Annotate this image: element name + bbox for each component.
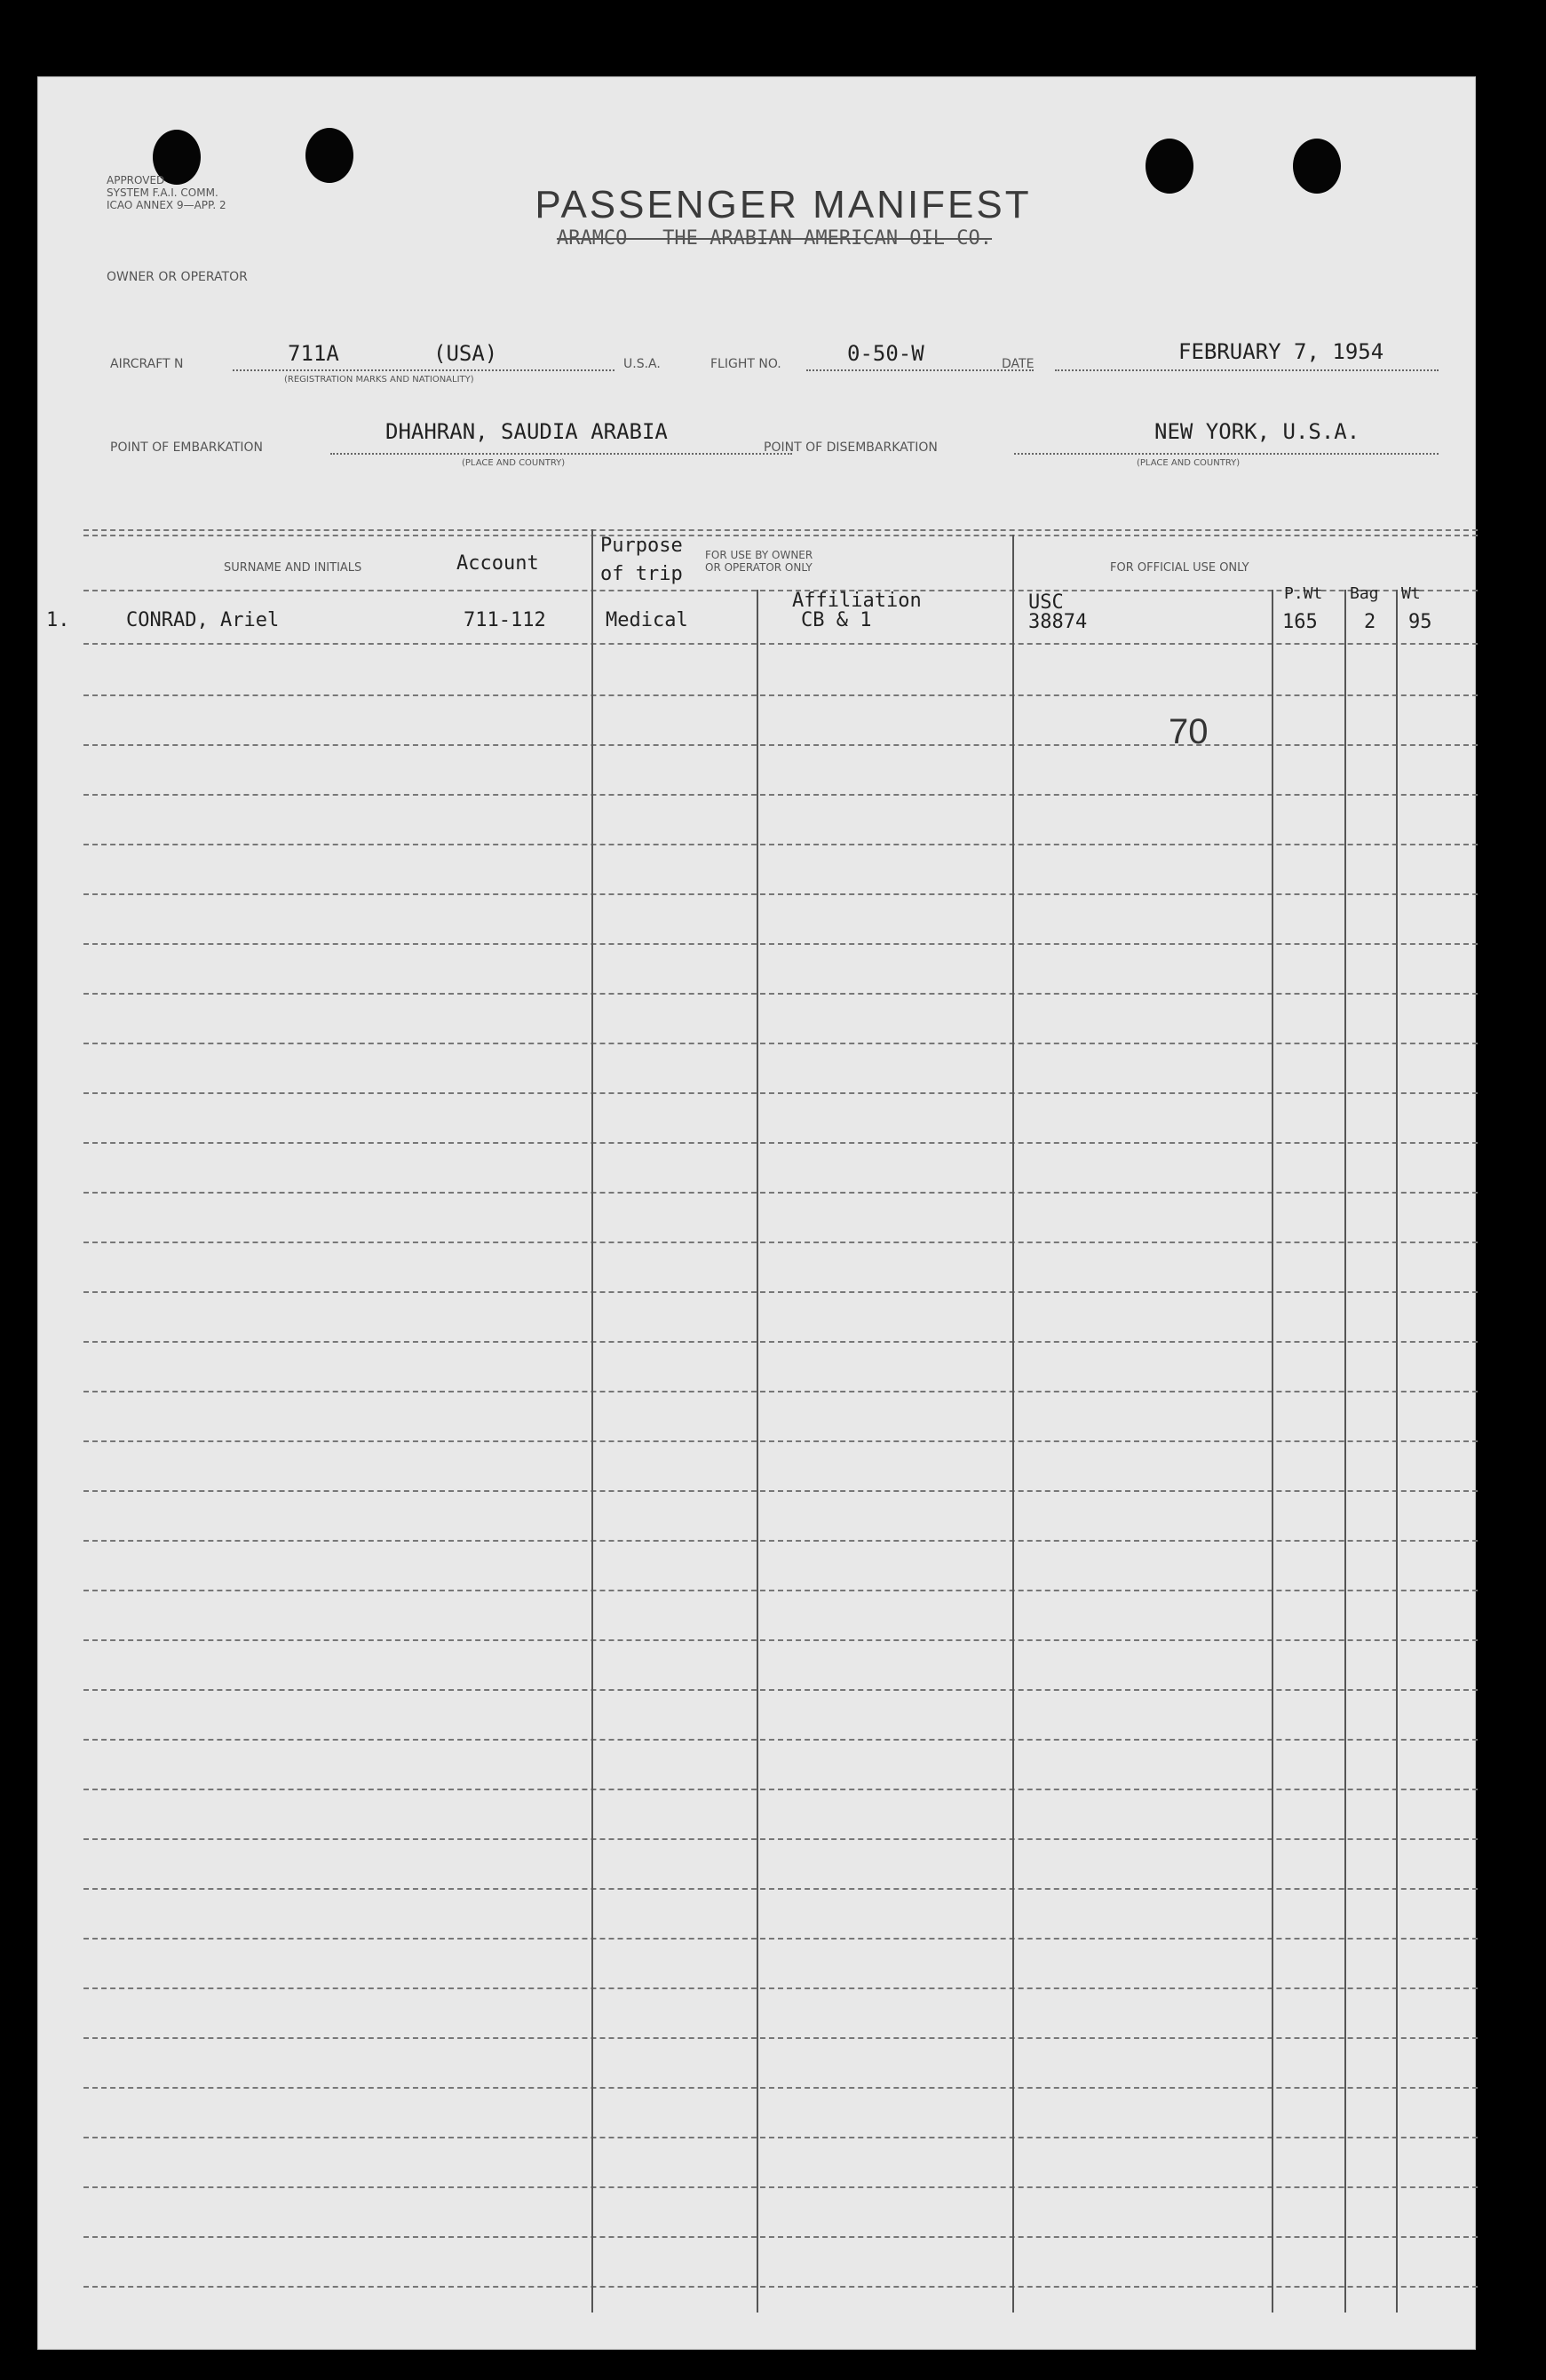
official-code: USC	[1028, 591, 1064, 614]
header-affiliation: Affiliation	[792, 590, 922, 612]
table-rule	[83, 1242, 1478, 1243]
table-rule	[83, 1689, 1478, 1691]
embarkation-label: POINT OF EMBARKATION	[110, 440, 264, 455]
table-rule	[83, 1888, 1478, 1890]
table-rule	[83, 893, 1478, 895]
place-note: (PLACE AND COUNTRY)	[1137, 458, 1241, 468]
punch-hole	[1146, 139, 1193, 194]
flight-value: 0-50-W	[847, 341, 924, 366]
header-owner-use: OR OPERATOR ONLY	[705, 561, 813, 574]
table-rule	[83, 794, 1478, 796]
punch-hole	[305, 128, 353, 183]
approval-line: SYSTEM F.A.I. COMM.	[107, 186, 218, 199]
place-note: (PLACE AND COUNTRY)	[462, 458, 566, 468]
table-rule	[83, 1341, 1478, 1343]
table-rule	[83, 1092, 1478, 1094]
aircraft-label: AIRCRAFT N	[110, 357, 184, 371]
table-rule	[83, 844, 1478, 845]
header-bag: Bag	[1350, 584, 1379, 603]
flight-label: FLIGHT NO.	[710, 357, 781, 371]
bag-count: 2	[1364, 611, 1376, 633]
table-rule	[83, 2137, 1478, 2138]
disembarkation-label: POINT OF DISEMBARKATION	[764, 440, 938, 455]
passenger-weight: 165	[1282, 611, 1318, 633]
table-rule	[83, 1838, 1478, 1840]
table-rule	[83, 1938, 1478, 1940]
table-rule	[83, 694, 1478, 696]
aircraft-nationality: (USA)	[433, 341, 498, 366]
table-rule	[83, 1739, 1478, 1741]
official-number: 38874	[1028, 611, 1088, 633]
table-rule	[83, 2236, 1478, 2238]
table-rule	[83, 1590, 1478, 1591]
table-rule	[83, 1391, 1478, 1392]
table-rule	[83, 1043, 1478, 1044]
date-value: FEBRUARY 7, 1954	[1178, 339, 1384, 364]
header-account: Account	[456, 552, 539, 575]
account-number: 711-112	[464, 609, 546, 631]
trip-purpose: Medical	[606, 609, 688, 631]
affiliation-value: CB & 1	[801, 609, 872, 631]
approval-line: APPROVED	[107, 174, 165, 186]
table-rule	[83, 1440, 1478, 1442]
punch-hole	[1293, 139, 1341, 194]
header-wt: Wt	[1401, 584, 1421, 603]
bag-weight: 95	[1408, 611, 1432, 633]
table-rule	[83, 1192, 1478, 1194]
table-rule	[83, 1490, 1478, 1492]
table-rule	[83, 943, 1478, 945]
operator-name: ARAMCO - THE ARABIAN AMERICAN OIL CO.	[556, 227, 993, 250]
table-rule	[83, 2037, 1478, 2039]
approval-line: ICAO ANNEX 9—APP. 2	[107, 199, 226, 211]
table-rule	[83, 2286, 1478, 2288]
embarkation-value: DHAHRAN, SAUDIA ARABIA	[385, 419, 668, 444]
registration-note: (REGISTRATION MARKS AND NATIONALITY)	[284, 375, 474, 385]
header-surname: SURNAME AND INITIALS	[224, 561, 362, 575]
header-pwt: P.Wt	[1284, 584, 1323, 603]
table-rule	[83, 1540, 1478, 1542]
table-rule	[83, 1142, 1478, 1144]
page-title: PASSENGER MANIFEST	[535, 183, 1032, 226]
passenger-name: CONRAD, Ariel	[126, 609, 280, 631]
header-official-use: FOR OFFICIAL USE ONLY	[1110, 561, 1249, 575]
manifest-page	[37, 76, 1476, 2350]
table-rule	[83, 1291, 1478, 1293]
row-number: 1.	[46, 609, 70, 631]
header-purpose: Purpose	[600, 535, 683, 557]
table-rule	[83, 2087, 1478, 2089]
table-rule	[83, 744, 1478, 746]
table-rule	[83, 2186, 1478, 2188]
date-label: DATE	[1002, 357, 1035, 371]
header-owner-use: FOR USE BY OWNER	[705, 549, 813, 561]
handwritten-note: 70	[1169, 712, 1209, 751]
table-rule	[83, 1987, 1478, 1989]
owner-label: OWNER OR OPERATOR	[107, 270, 248, 284]
usa-label: U.S.A.	[623, 357, 661, 371]
header-purpose: of trip	[600, 563, 683, 585]
table-rule	[83, 1789, 1478, 1790]
table-rule	[83, 993, 1478, 995]
aircraft-value: 711A	[288, 341, 339, 366]
disembarkation-value: NEW YORK, U.S.A.	[1154, 419, 1360, 444]
table-rule	[83, 1639, 1478, 1641]
